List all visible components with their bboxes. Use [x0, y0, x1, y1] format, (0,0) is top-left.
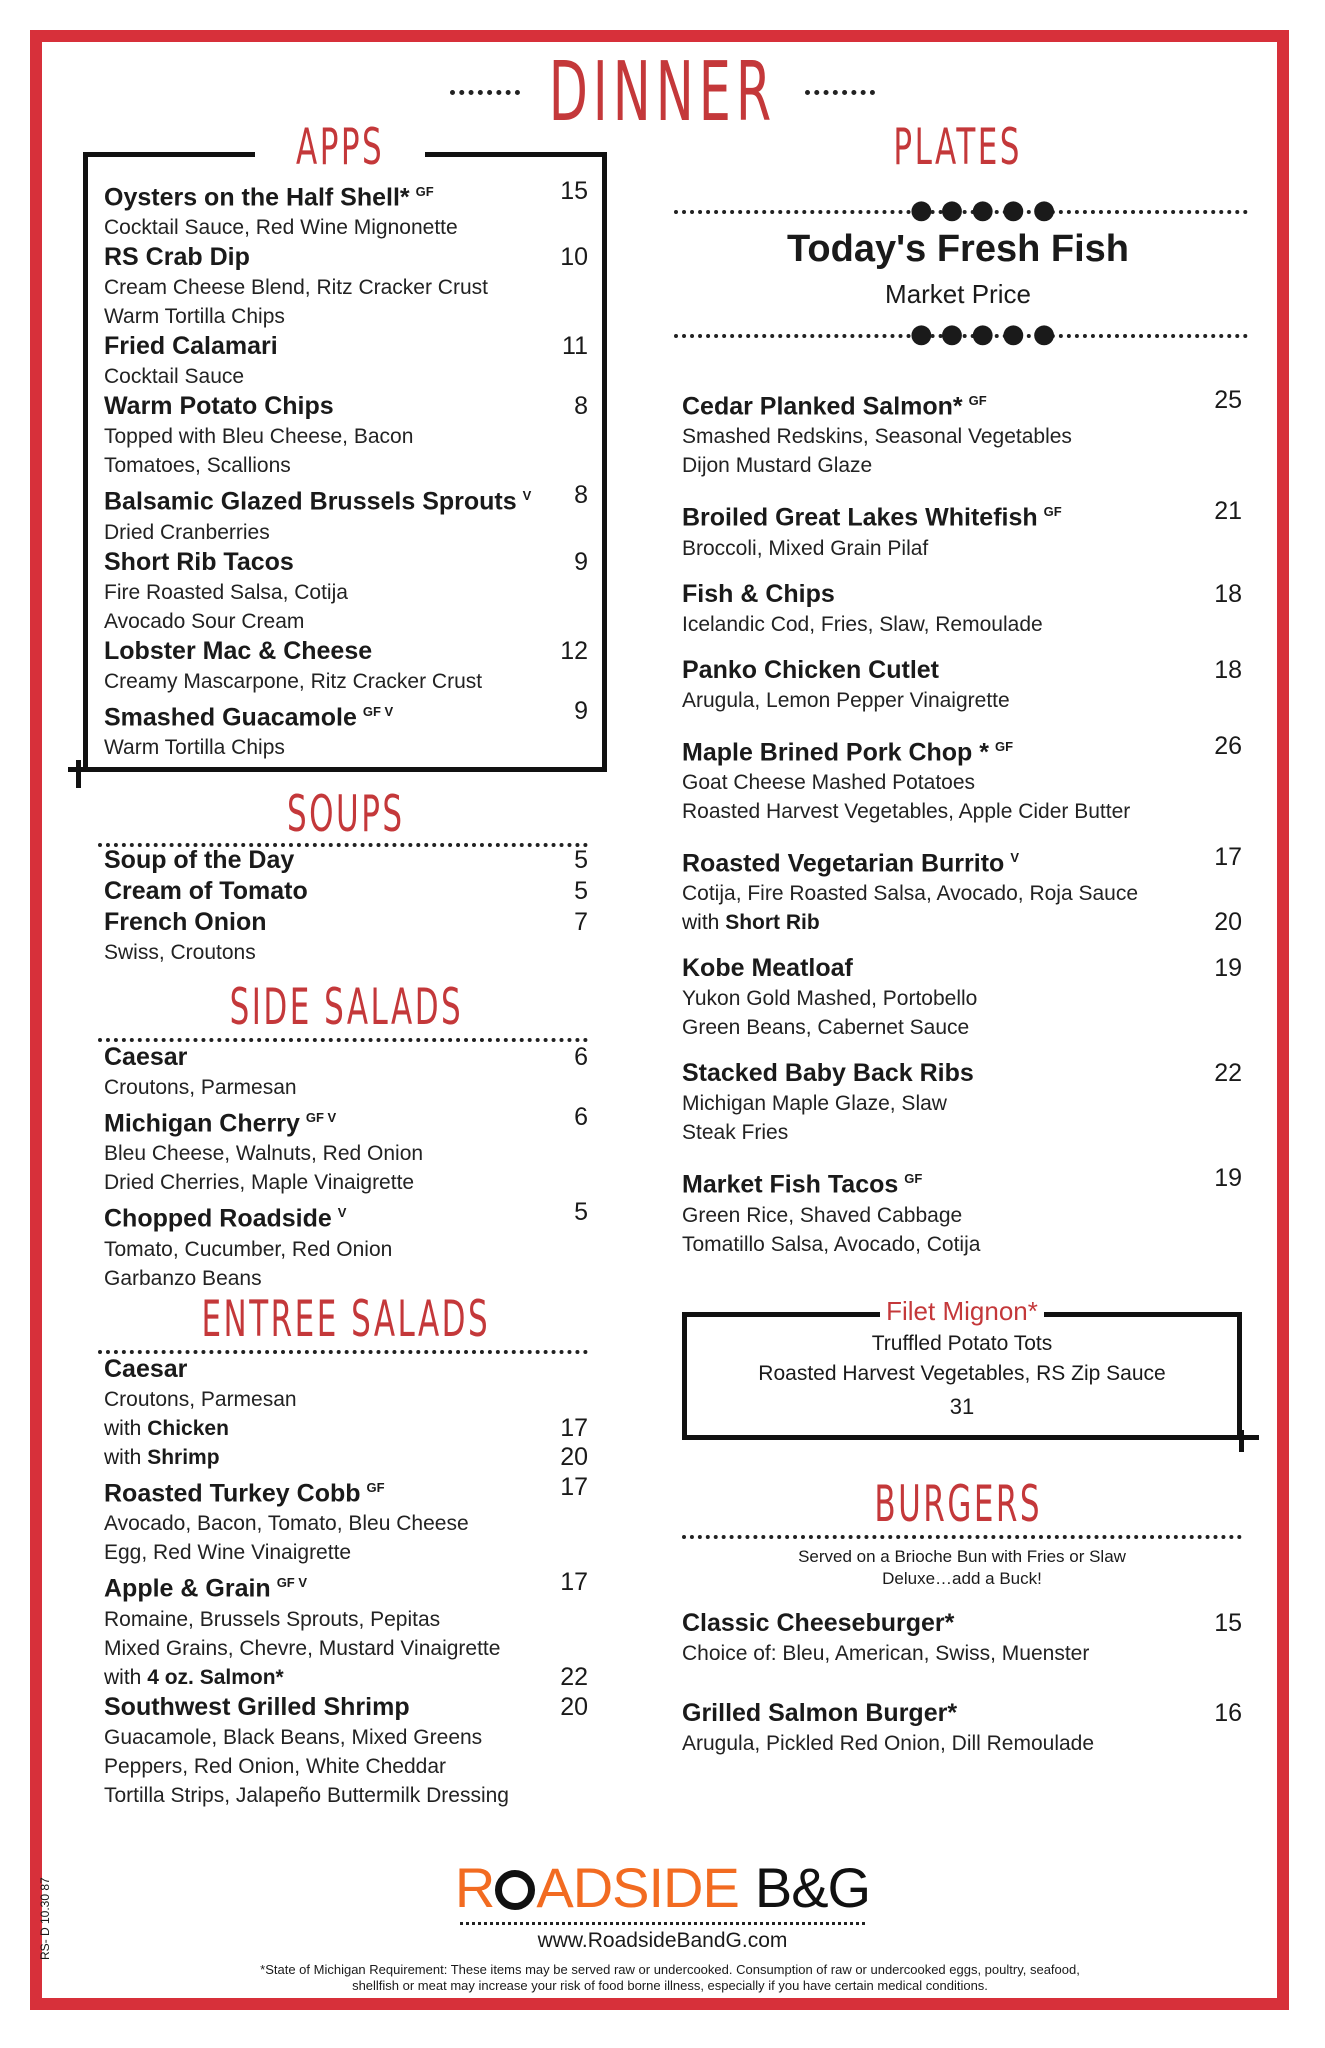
raw-food-disclaimer: *State of Michigan Requirement: These items may be served raw or undercooked. Consumption of raw or undercooked eggs, poultry, seafood, shellfish or meat may increase your risk of food borne illness, especially if you have certain medical conditions.: [260, 1962, 1080, 1993]
fresh-fish-price: Market Price: [885, 279, 1031, 309]
fish-divider-bottom-dots: ●●●●●: [910, 319, 1064, 349]
burgers-heading: BURGERS: [874, 1475, 1042, 1533]
apps-box-tick: [76, 760, 81, 788]
menu-item: [682, 1163, 1242, 1258]
item-name-text: Lobster Mac & Cheese: [104, 636, 373, 665]
item-name: [104, 1102, 588, 1139]
item-name: [682, 1608, 1242, 1639]
item-name: [682, 579, 1242, 610]
item-price: 15: [560, 177, 588, 205]
filet-name: Filet Mignon*: [880, 1296, 1044, 1326]
item-name: [682, 496, 1242, 533]
item-name: [104, 1042, 588, 1073]
item-tags: GF: [904, 1171, 923, 1187]
item-tags: GF V: [276, 1575, 308, 1591]
item-tags: GF: [1043, 504, 1062, 520]
item-desc: Tomato, Cucumber, Red Onion: [104, 1237, 393, 1261]
title-dots-right: [805, 90, 875, 95]
item-name: [682, 731, 1242, 768]
entree-salads-list: [104, 1354, 588, 1810]
apps-list: [104, 176, 588, 762]
item-name-text: Warm Potato Chips: [104, 392, 334, 421]
menu-code: RS- D 10.30 87: [38, 1877, 52, 1960]
item-desc: Green Beans, Cabernet Sauce: [682, 1016, 970, 1040]
burgers-divider: [682, 1535, 1242, 1539]
option-name: Short Rib: [725, 911, 820, 935]
item-desc: Topped with Bleu Cheese, Bacon: [104, 425, 414, 449]
item-name: [682, 953, 1242, 984]
menu-item: [104, 1197, 588, 1292]
item-desc: Avocado, Bacon, Tomato, Bleu Cheese: [104, 1512, 469, 1536]
item-tags: GF: [415, 184, 434, 199]
item-tags: V: [337, 1205, 347, 1221]
menu-item: [104, 907, 588, 967]
title-text: DINNER: [548, 45, 777, 140]
filet-box-tick-h: [1239, 1435, 1259, 1440]
option-name: Shrimp: [147, 1446, 220, 1469]
menu-item: [682, 579, 1242, 639]
item-name: [104, 331, 588, 362]
option-with: with: [104, 1665, 142, 1689]
item-name-text: Cream of Tomato: [104, 877, 308, 905]
item-name: Caesar: [104, 1355, 188, 1383]
item-name-text: Panko Chicken Cutlet: [682, 655, 939, 684]
item-tags: GF: [366, 1480, 385, 1495]
footer-divider: [460, 1922, 865, 1925]
item-name-text: Balsamic Glazed Brussels Sprouts: [104, 487, 517, 516]
menu-item: [104, 176, 588, 242]
item-desc: Cream Cheese Blend, Ritz Cracker Crust: [104, 276, 488, 300]
item-name: [104, 907, 588, 938]
item-desc: Romaine, Brussels Sprouts, Pepitas: [104, 1607, 441, 1631]
item-name: [104, 636, 588, 667]
entree-apple-grain: [104, 1567, 588, 1691]
item-name: [682, 655, 1242, 686]
item-desc: Swiss, Croutons: [104, 941, 256, 964]
menu-item: [104, 845, 588, 876]
option-price: 20: [1214, 908, 1242, 937]
item-price: 5: [574, 1198, 588, 1227]
item-price: 7: [574, 908, 588, 936]
item-price: 19: [1214, 954, 1242, 983]
item-name: Southwest Grilled Shrimp: [104, 1692, 410, 1721]
item-name-text: Fried Calamari: [104, 332, 278, 361]
item-desc: Creamy Mascarpone, Ritz Cracker Crust: [104, 669, 483, 693]
item-price: 9: [574, 547, 588, 576]
item-price: 19: [1214, 1164, 1242, 1193]
item-price: 18: [1214, 655, 1242, 684]
title-dots-left: [450, 90, 520, 95]
item-name-text: Soup of the Day: [104, 846, 295, 874]
item-name-text: Market Fish Tacos: [682, 1170, 899, 1199]
logo-bg: B&G: [754, 1856, 871, 1919]
burgers-list: [682, 1608, 1242, 1788]
item-price: 25: [1214, 386, 1242, 414]
item-name-text: Apple & Grain: [104, 1574, 271, 1603]
menu-item: [104, 876, 588, 907]
item-price: 15: [1214, 1609, 1242, 1637]
item-name: [104, 547, 588, 578]
menu-item: [104, 242, 588, 331]
item-desc: Guacamole, Black Beans, Mixed Greens: [104, 1725, 483, 1749]
item-desc: Broccoli, Mixed Grain Pilaf: [682, 536, 929, 560]
item-desc: Steak Fries: [682, 1121, 789, 1145]
apps-box-tick-h: [68, 767, 88, 772]
item-name: [682, 1058, 1242, 1089]
item-name-text: Chopped Roadside: [104, 1204, 332, 1233]
option-price: 20: [560, 1443, 588, 1471]
burgers-note-line1: Served on a Brioche Bun with Fries or Slaw: [798, 1547, 1126, 1566]
option-price: 22: [560, 1662, 588, 1691]
option-with: with: [682, 911, 720, 935]
filet-mignon: [682, 1296, 1242, 1425]
item-tags: V: [522, 488, 532, 504]
logo-road-letter: R: [454, 1856, 495, 1919]
item-price: 17: [560, 1568, 588, 1597]
item-tags: GF: [968, 393, 987, 408]
apps-heading: APPS: [255, 118, 425, 176]
entree-caesar: [104, 1354, 588, 1472]
menu-item: [104, 480, 588, 546]
item-desc: Avocado Sour Cream: [104, 609, 305, 633]
item-name-text: Fish & Chips: [682, 579, 835, 608]
fish-divider-top-dots: ●●●●●: [910, 195, 1064, 225]
item-name-text: Smashed Guacamole: [104, 702, 357, 731]
item-desc: Michigan Maple Glaze, Slaw: [682, 1092, 947, 1116]
item-desc: Cocktail Sauce, Red Wine Mignonette: [104, 216, 458, 240]
item-desc: Tomatoes, Scallions: [104, 454, 291, 478]
item-price: 6: [574, 1103, 588, 1131]
website-url[interactable]: www.RoadsideBandG.com: [537, 1929, 788, 1952]
item-price: 17: [560, 1473, 588, 1501]
item-name: [104, 845, 588, 876]
menu-item: [104, 331, 588, 391]
item-desc: Choice of: Bleu, American, Swiss, Muenster: [682, 1642, 1090, 1665]
item-name-text: Roasted Turkey Cobb: [104, 1479, 361, 1508]
entree-southwest-shrimp: [104, 1692, 588, 1810]
menu-item: [104, 636, 588, 696]
plates-burrito: [682, 842, 1242, 937]
item-desc: Dried Cherries, Maple Vinaigrette: [104, 1171, 415, 1195]
item-name: [104, 1472, 588, 1509]
item-desc: Goat Cheese Mashed Potatoes: [682, 770, 976, 794]
item-price: 11: [562, 332, 588, 361]
item-name: [682, 1163, 1242, 1200]
menu-item: [104, 1102, 588, 1197]
item-name-text: RS Crab Dip: [104, 243, 250, 272]
entree-salads-heading: ENTREE SALADS: [201, 1290, 491, 1348]
item-name-text: Caesar: [104, 1043, 188, 1071]
item-name-text: Grilled Salmon Burger*: [682, 1699, 958, 1727]
item-desc: Croutons, Parmesan: [104, 1076, 297, 1099]
item-desc: Warm Tortilla Chips: [104, 735, 285, 759]
menu-item: [682, 1058, 1242, 1147]
item-desc: Icelandic Cod, Fries, Slaw, Remoulade: [682, 612, 1043, 636]
item-desc: Warm Tortilla Chips: [104, 305, 285, 329]
plates-heading: PLATES: [893, 118, 1023, 176]
item-name-text: Stacked Baby Back Ribs: [682, 1059, 974, 1088]
item-desc: Mixed Grains, Chevre, Mustard Vinaigrette: [104, 1636, 501, 1660]
item-name-text: French Onion: [104, 908, 267, 936]
item-name: [104, 480, 588, 517]
item-name: [682, 1698, 1242, 1729]
item-name-text: Classic Cheeseburger*: [682, 1609, 955, 1637]
item-desc: Roasted Harvest Vegetables, Apple Cider Butter: [682, 799, 1131, 823]
plates-list: [682, 385, 1242, 1275]
item-name: [104, 391, 588, 422]
burgers-note-line2: Deluxe…add a Buck!: [882, 1569, 1042, 1588]
filet-desc: Roasted Harvest Vegetables, RS Zip Sauce: [758, 1362, 1166, 1385]
item-price: 8: [574, 392, 588, 421]
item-price: 12: [560, 636, 588, 665]
logo-o-ring: [495, 1870, 535, 1910]
option-with: with: [104, 1417, 142, 1440]
filet-box-tick: [1239, 1430, 1244, 1452]
item-desc: Arugula, Lemon Pepper Vinaigrette: [682, 688, 1010, 712]
item-desc: Arugula, Pickled Red Onion, Dill Remoulade: [682, 1732, 1095, 1755]
item-price: 20: [560, 1692, 588, 1721]
menu-item: [682, 1608, 1242, 1668]
menu-item: [682, 1698, 1242, 1758]
caesar-shrimp-option: [104, 1443, 588, 1472]
fresh-fish-title: Today's Fresh Fish: [787, 228, 1129, 270]
option-name: Chicken: [147, 1417, 229, 1440]
item-name: [104, 696, 588, 733]
entree-cobb: [104, 1472, 588, 1567]
item-desc: Cotija, Fire Roasted Salsa, Avocado, Roja Sauce: [682, 882, 1139, 906]
item-price: 22: [1214, 1059, 1242, 1088]
item-price: 21: [1214, 497, 1242, 526]
caesar-chicken-option: [104, 1414, 588, 1443]
item-desc: Peppers, Red Onion, White Cheddar: [104, 1754, 447, 1778]
item-name-text: Oysters on the Half Shell*: [104, 183, 410, 212]
item-price: 8: [574, 481, 588, 510]
soups-heading: SOUPS: [287, 785, 405, 843]
item-tags: V: [1010, 849, 1019, 865]
menu-item: [104, 547, 588, 636]
item-desc: Cocktail Sauce: [104, 365, 245, 389]
item-price: 16: [1214, 1699, 1242, 1727]
side-salads-list: [104, 1042, 588, 1293]
soups-list: [104, 845, 588, 967]
roadside-logo: [0, 1855, 1325, 1920]
item-name-text: Maple Brined Pork Chop *: [682, 737, 989, 766]
item-price: 17: [1214, 842, 1242, 871]
filet-price: 31: [949, 1394, 975, 1419]
item-name-text: Roasted Vegetarian Burrito: [682, 849, 1005, 878]
menu-item: [104, 1042, 588, 1102]
item-desc: Dijon Mustard Glaze: [682, 454, 873, 478]
item-name: [104, 176, 588, 213]
burgers-note: [682, 1546, 1242, 1590]
item-desc: Green Rice, Shaved Cabbage: [682, 1203, 963, 1227]
item-name: [682, 842, 1242, 879]
item-desc: Egg, Red Wine Vinaigrette: [104, 1541, 352, 1565]
filet-desc: Truffled Potato Tots: [871, 1332, 1053, 1355]
item-desc: Fire Roasted Salsa, Cotija: [104, 580, 348, 604]
item-name: [104, 1197, 588, 1234]
item-name: [104, 876, 588, 907]
menu-item: [104, 696, 588, 762]
item-price: 10: [560, 243, 588, 272]
item-name: [104, 242, 588, 273]
logo-road-rest: ADSIDE: [536, 1856, 739, 1919]
menu-item: [682, 731, 1242, 826]
item-price: 18: [1214, 579, 1242, 608]
item-desc: Croutons, Parmesan: [104, 1388, 297, 1411]
item-name-text: Michigan Cherry: [104, 1109, 300, 1138]
item-desc: Bleu Cheese, Walnuts, Red Onion: [104, 1142, 424, 1166]
menu-item: [682, 385, 1242, 480]
option-with: with: [104, 1446, 142, 1469]
item-name-text: Short Rib Tacos: [104, 547, 294, 576]
menu-item: [682, 953, 1242, 1042]
item-price: 26: [1214, 731, 1242, 760]
item-desc: Tortilla Strips, Jalapeño Buttermilk Dressing: [104, 1783, 509, 1807]
side-salads-heading: SIDE SALADS: [229, 978, 463, 1036]
menu-item: [104, 391, 588, 480]
item-price: 5: [574, 877, 588, 905]
item-desc: Yukon Gold Mashed, Portobello: [682, 987, 978, 1011]
option-name: 4 oz. Salmon*: [147, 1665, 284, 1689]
item-name: [104, 1567, 588, 1604]
item-tags: GF V: [305, 1110, 337, 1125]
item-desc: Smashed Redskins, Seasonal Vegetables: [682, 425, 1072, 449]
menu-item: [682, 496, 1242, 562]
item-desc: Tomatillo Salsa, Avocado, Cotija: [682, 1232, 981, 1256]
item-tags: GF V: [362, 703, 394, 719]
item-tags: GF: [994, 738, 1014, 754]
item-desc: Dried Cranberries: [104, 520, 270, 544]
item-name-text: Cedar Planked Salmon*: [682, 392, 963, 421]
fresh-fish-feature: [668, 228, 1248, 310]
burrito-short-rib-option: [682, 908, 1242, 937]
item-desc: Garbanzo Beans: [104, 1266, 262, 1290]
menu-item: [682, 655, 1242, 715]
item-name: [682, 385, 1242, 422]
item-price: 6: [574, 1043, 588, 1071]
item-price: 5: [574, 846, 588, 874]
apple-salmon-option: [104, 1663, 588, 1692]
option-price: 17: [560, 1414, 588, 1442]
item-price: 9: [574, 696, 588, 725]
item-name-text: Broiled Great Lakes Whitefish: [682, 503, 1038, 532]
item-name-text: Kobe Meatloaf: [682, 954, 853, 983]
